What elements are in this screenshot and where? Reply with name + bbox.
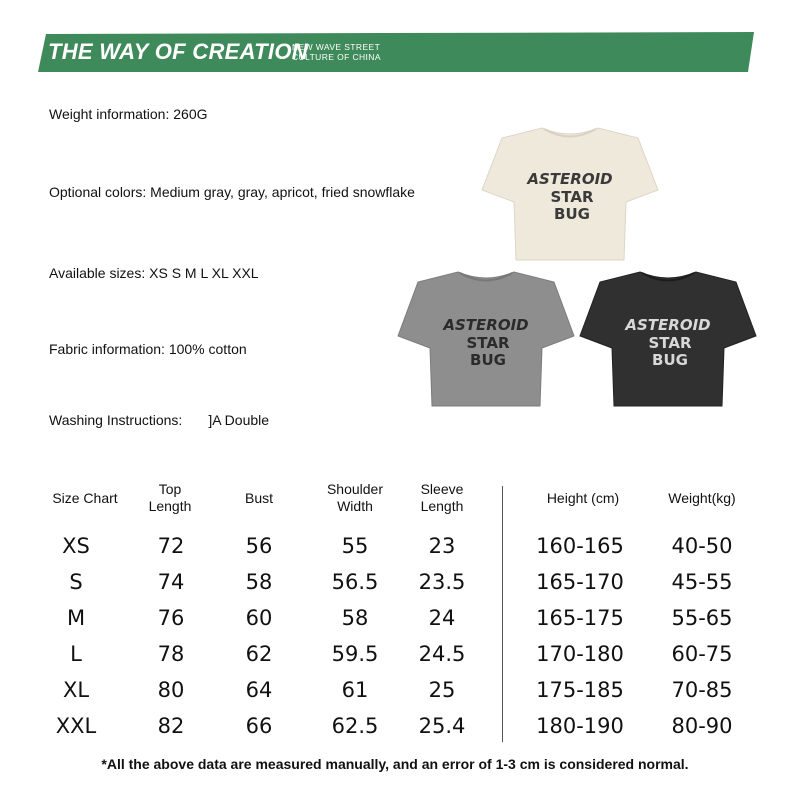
cell-weight: 55-65 — [671, 606, 733, 630]
cell-size: S — [69, 570, 83, 594]
banner-subtitle-line1: NEW WAVE STREET — [292, 42, 381, 52]
cell-shoulder: 62.5 — [331, 714, 379, 738]
svg-text:STAR: STAR — [466, 334, 510, 352]
cell-height: 170-180 — [536, 642, 624, 666]
header-bust: Bust — [244, 490, 273, 506]
cell-weight: 80-90 — [671, 714, 733, 738]
svg-text:STAR: STAR — [550, 188, 594, 206]
svg-text:ASTEROID: ASTEROID — [443, 316, 529, 334]
cell-bust: 62 — [245, 642, 273, 666]
cell-top-length: 82 — [157, 714, 185, 738]
fabric-info: Fabric information: 100% cotton — [49, 341, 247, 357]
svg-text:STAR: STAR — [648, 334, 692, 352]
header-sleeve-length: Sleeve Length — [420, 481, 464, 514]
cell-shoulder: 59.5 — [331, 642, 379, 666]
cell-top-length: 74 — [157, 570, 185, 594]
cell-size: L — [70, 642, 82, 666]
cell-sleeve: 23.5 — [418, 570, 466, 594]
washing-value: ]A Double — [208, 412, 270, 428]
svg-text:BUG: BUG — [470, 351, 506, 369]
cell-shoulder: 55 — [341, 534, 369, 558]
cell-size: XXL — [55, 714, 97, 738]
cell-top-length: 76 — [157, 606, 185, 630]
banner-subtitle — [292, 42, 381, 62]
cell-weight: 60-75 — [671, 642, 733, 666]
cell-shoulder: 58 — [341, 606, 369, 630]
table-divider — [502, 486, 503, 742]
cell-bust: 64 — [245, 678, 273, 702]
svg-text:ASTEROID: ASTEROID — [527, 170, 613, 188]
cell-height: 160-165 — [536, 534, 624, 558]
banner-subtitle-line2: CULTURE OF CHINA — [292, 52, 381, 62]
svg-text:ASTEROID: ASTEROID — [625, 316, 711, 334]
svg-text:BUG: BUG — [554, 205, 590, 223]
tshirt-apricot-image — [480, 124, 660, 262]
cell-sleeve: 25.4 — [418, 714, 466, 738]
cell-height: 175-185 — [536, 678, 624, 702]
cell-bust: 66 — [245, 714, 273, 738]
cell-size: XL — [62, 678, 90, 702]
cell-sleeve: 25 — [428, 678, 456, 702]
washing-label: Washing Instructions: — [49, 412, 183, 428]
cell-weight: 70-85 — [671, 678, 733, 702]
cell-sleeve: 24 — [428, 606, 456, 630]
cell-size: XS — [62, 534, 90, 558]
cell-top-length: 80 — [157, 678, 185, 702]
cell-bust: 56 — [245, 534, 273, 558]
tshirt-gray-image — [396, 268, 576, 408]
cell-height: 165-175 — [536, 606, 624, 630]
cell-weight: 45-55 — [671, 570, 733, 594]
cell-sleeve: 23 — [428, 534, 456, 558]
cell-height: 180-190 — [536, 714, 624, 738]
header-weight: Weight(kg) — [668, 490, 736, 506]
weight-info: Weight information: 260G — [49, 106, 208, 122]
colors-info: Optional colors: Medium gray, gray, apricot, fried snowflake — [49, 184, 415, 200]
cell-size: M — [66, 606, 86, 630]
sizes-info: Available sizes: XS S M L XL XXL — [49, 265, 259, 281]
cell-shoulder: 56.5 — [331, 570, 379, 594]
header-size-chart: Size Chart — [52, 490, 118, 506]
cell-sleeve: 24.5 — [418, 642, 466, 666]
washing-info — [49, 412, 269, 428]
header-top-length: Top Length — [148, 481, 192, 514]
header-height: Height (cm) — [546, 490, 620, 506]
header-banner — [38, 32, 754, 72]
cell-shoulder: 61 — [341, 678, 369, 702]
cell-bust: 58 — [245, 570, 273, 594]
cell-height: 165-170 — [536, 570, 624, 594]
cell-bust: 60 — [245, 606, 273, 630]
cell-weight: 40-50 — [671, 534, 733, 558]
svg-text:BUG: BUG — [652, 351, 688, 369]
banner-title: THE WAY OF CREATION — [48, 39, 308, 64]
cell-top-length: 72 — [157, 534, 185, 558]
header-shoulder-width: Shoulder Width — [326, 481, 384, 514]
cell-top-length: 78 — [157, 642, 185, 666]
measurement-note: *All the above data are measured manually, and an error of 1-3 cm is considered normal. — [101, 756, 689, 772]
tshirt-dark-gray-image — [578, 268, 758, 408]
